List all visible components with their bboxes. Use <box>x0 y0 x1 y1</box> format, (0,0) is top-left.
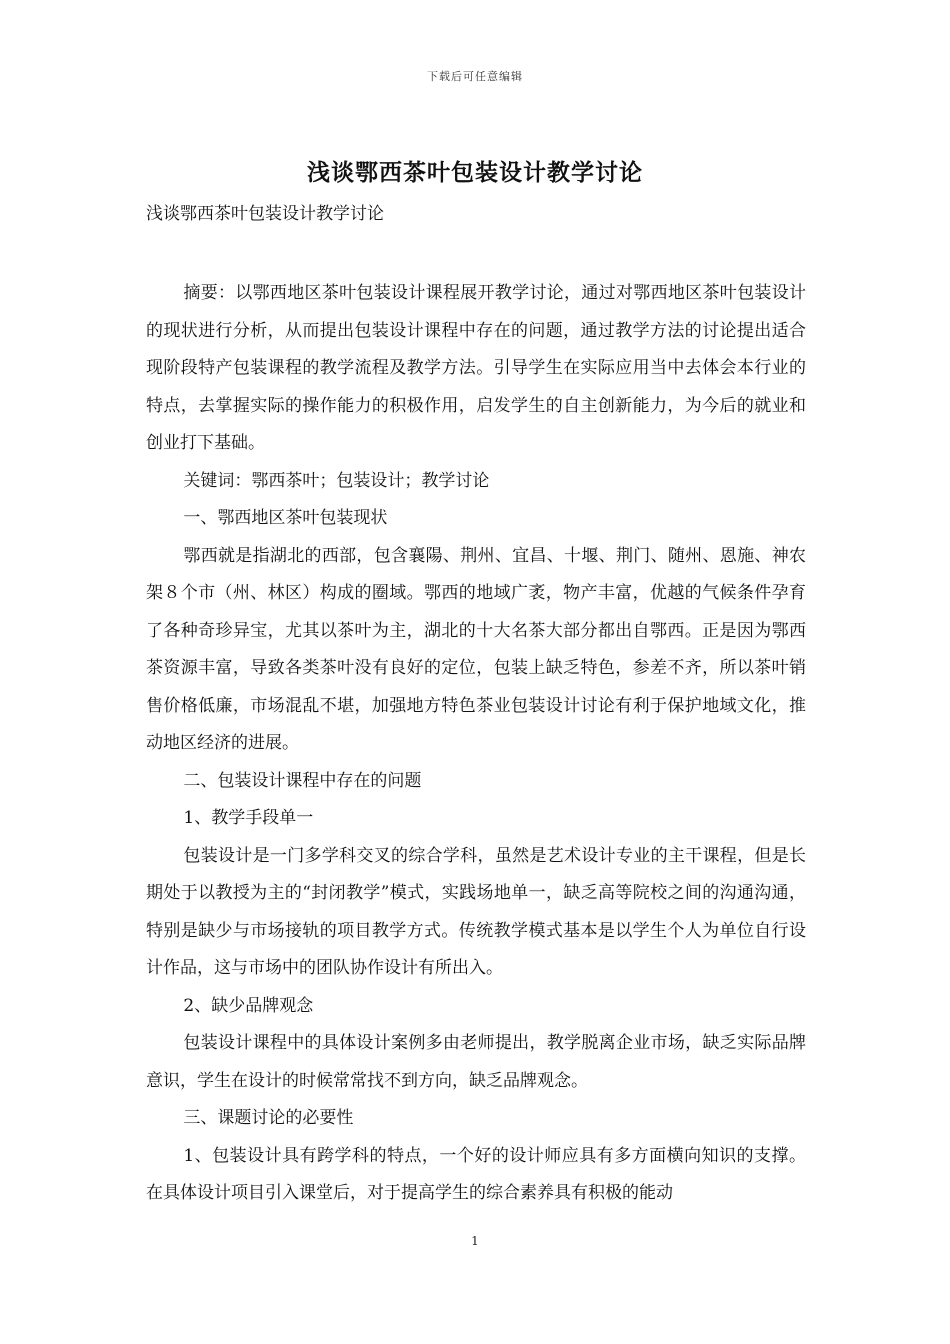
page-number: 1 <box>471 1234 479 1248</box>
page-header-note: 下载后可任意编辑 <box>427 70 523 83</box>
abstract-paragraph: 摘要：以鄂西地区茶叶包装设计课程展开教学讨论，通过对鄂西地区茶叶包装设计的现状进行分析，从而提出包装设计课程中存在的问题，通过教学方法的讨论提出适合现阶段特产包装课程的教学流程及教学方法。引导学生在实际应用当中去体会本行业的特点，去掌握实际的操作能力的积极作用，启发学生的自主创新能力，为今后的就业和创业打下基础。 <box>146 283 806 453</box>
section-heading-2: 二、包装设计课程中存在的问题 <box>183 770 422 791</box>
subsection-heading: 2、缺少品牌观念 <box>183 995 314 1016</box>
document-subtitle: 浅谈鄂西茶叶包装设计教学讨论 <box>146 204 384 224</box>
section-heading-3: 三、课题讨论的必要性 <box>183 1108 354 1128</box>
body-paragraph: 鄂西就是指湖北的西部，包含襄陽、荆州、宜昌、十堰、荆门、随州、恩施、神农架８个市（州、林区）构成的圈域。鄂西的地域广袤，物产丰富，优越的气候条件孕育了各种奇珍异宝，尤其以茶叶为主，湖北的十大名茶大部分都出自鄂西。正是因为鄂西茶资源丰富，导致各类茶叶没有良好的定位，包装上缺乏特色，参差不齐，所以茶叶销售价格低廉，市场混乱不堪，加强地方特色茶业包装设计讨论有利于保护地域文化，推动地区经济的进展。 <box>146 545 806 753</box>
body-paragraph: 包装设计课程中的具体设计案例多由老师提出，教学脱离企业市场，缺乏实际品牌意识，学生在设计的时候常常找不到方向，缺乏品牌观念。 <box>146 1033 806 1091</box>
document-body <box>146 275 806 1213</box>
section-heading-1: 一、鄂西地区茶叶包装现状 <box>183 508 388 528</box>
subsection-heading: 1、教学手段单一 <box>183 808 314 828</box>
keywords-paragraph: 关键词：鄂西茶叶；包装设计；教学讨论 <box>183 470 490 491</box>
document-title: 浅谈鄂西茶叶包装设计教学讨论 <box>307 159 643 186</box>
body-paragraph: 1、包装设计具有跨学科的特点，一个好的设计师应具有多方面横向知识的支撑。在具体设计项目引入课堂后，对于提高学生的综合素养具有积极的能动 <box>146 1145 806 1203</box>
body-paragraph: 包装设计是一门多学科交叉的综合学科，虽然是艺术设计专业的主干课程，但是长期处于以教授为主的“封闭教学”模式，实践场地单一，缺乏高等院校之间的沟通沟通，特别是缺少与市场接轨的项目教学方式。传统教学模式基本是以学生个人为单位自行设计作品，这与市场中的团队协作设计有所出入。 <box>146 845 806 978</box>
